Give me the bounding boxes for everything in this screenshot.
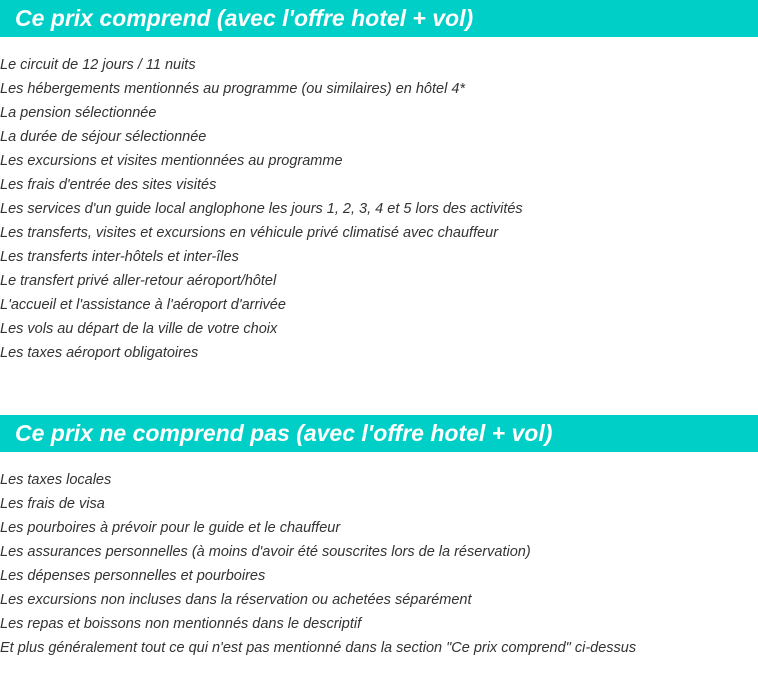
list-item: Les hébergements mentionnés au programme (ou similaires) en hôtel 4* — [0, 81, 466, 97]
list-item: Les assurances personnelles (à moins d'avoir été souscrites lors de la réservation) — [0, 544, 531, 560]
list-item: Et plus généralement tout ce qui n'est pas mentionné dans la section "Ce prix comprend" ci-dessus — [0, 640, 637, 656]
list-item: La pension sélectionnée — [0, 105, 157, 121]
included-items-list — [0, 53, 523, 365]
list-item: Les frais de visa — [0, 496, 105, 512]
list-item: Les taxes aéroport obligatoires — [0, 345, 199, 361]
list-item: Les excursions non incluses dans la réservation ou achetées séparément — [0, 592, 472, 608]
excluded-items-list — [0, 468, 636, 660]
list-item: Les transferts, visites et excursions en véhicule privé climatisé avec chauffeur — [0, 225, 499, 241]
list-item: Le circuit de 12 jours / 11 nuits — [0, 57, 196, 73]
list-item: Les excursions et visites mentionnées au programme — [0, 153, 343, 169]
list-item: Les services d'un guide local anglophone les jours 1, 2, 3, 4 et 5 lors des activités — [0, 201, 523, 217]
list-item: Le transfert privé aller-retour aéroport/hôtel — [0, 273, 277, 289]
excluded-section-title: Ce prix ne comprend pas (avec l'offre hotel + vol) — [0, 415, 758, 452]
list-item: Les frais d'entrée des sites visités — [0, 177, 217, 193]
list-item: L'accueil et l'assistance à l'aéroport d'arrivée — [0, 297, 286, 313]
list-item: Les transferts inter-hôtels et inter-îles — [0, 249, 239, 265]
list-item: Les vols au départ de la ville de votre choix — [0, 321, 278, 337]
list-item: Les repas et boissons non mentionnés dans le descriptif — [0, 616, 362, 632]
list-item: Les pourboires à prévoir pour le guide et le chauffeur — [0, 520, 341, 536]
list-item: Les dépenses personnelles et pourboires — [0, 568, 266, 584]
list-item: Les taxes locales — [0, 472, 112, 488]
included-section-title: Ce prix comprend (avec l'offre hotel + vol) — [0, 0, 758, 37]
list-item: La durée de séjour sélectionnée — [0, 129, 207, 145]
